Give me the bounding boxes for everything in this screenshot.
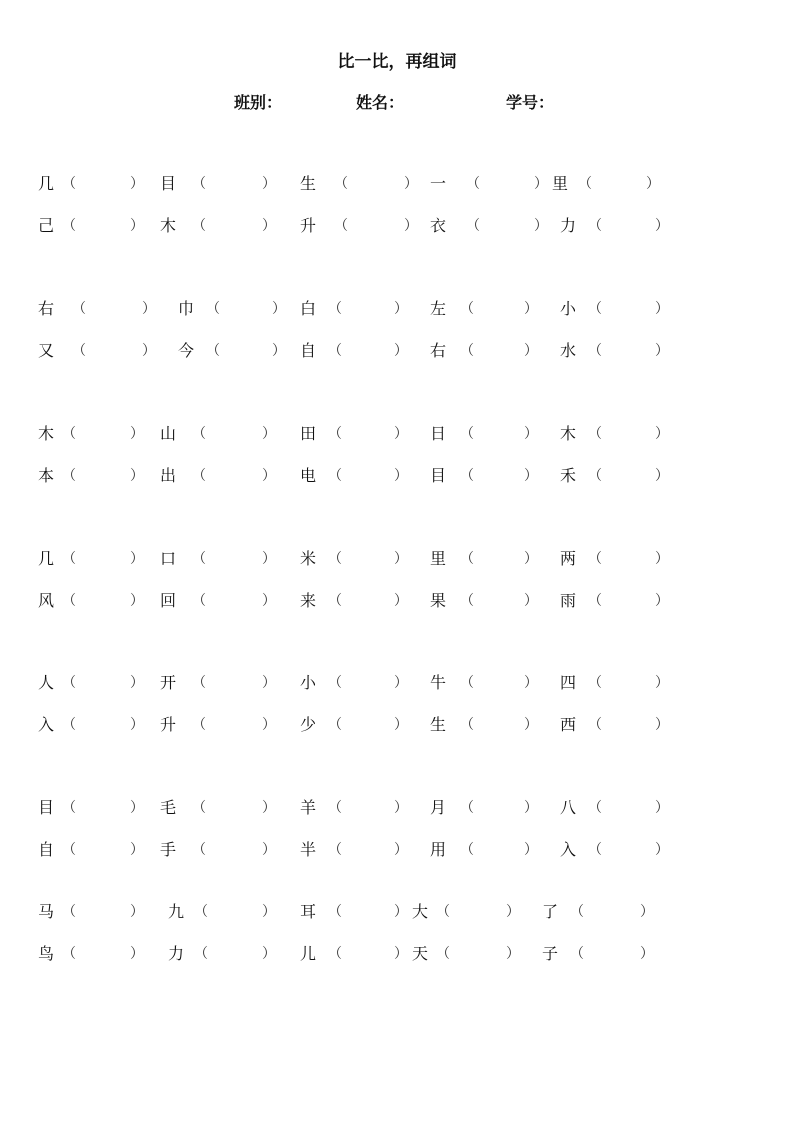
answer-blank-open[interactable]: （ <box>588 800 602 816</box>
character: 两 <box>560 549 577 568</box>
answer-blank-open[interactable]: （ <box>328 343 342 359</box>
answer-blank-close[interactable]: ） <box>130 675 144 691</box>
answer-blank-close[interactable]: ） <box>524 343 538 359</box>
answer-blank-open[interactable]: （ <box>328 842 342 858</box>
answer-blank-open[interactable]: （ <box>192 468 206 484</box>
character: 西 <box>560 715 577 734</box>
answer-blank-open[interactable]: （ <box>460 551 474 567</box>
character: 里 <box>430 549 447 568</box>
answer-blank-close[interactable]: ） <box>262 468 276 484</box>
answer-blank-close[interactable]: ） <box>534 176 548 192</box>
answer-blank-close[interactable]: ） <box>262 800 276 816</box>
answer-blank-close[interactable]: ） <box>524 800 538 816</box>
answer-blank-open[interactable]: （ <box>328 301 342 317</box>
answer-blank-open[interactable]: （ <box>328 468 342 484</box>
answer-blank-close[interactable]: ） <box>655 468 669 484</box>
character: 出 <box>160 466 177 485</box>
character: 雨 <box>560 591 577 610</box>
answer-blank-close[interactable]: ） <box>655 842 669 858</box>
character: 半 <box>300 840 317 859</box>
answer-blank-close[interactable]: ） <box>262 842 276 858</box>
answer-blank-open[interactable]: （ <box>192 717 206 733</box>
name-label: 姓名： <box>356 93 405 112</box>
answer-blank-close[interactable]: ） <box>130 717 144 733</box>
character: 几 <box>38 174 55 193</box>
answer-blank-open[interactable]: （ <box>62 946 76 962</box>
answer-blank-open[interactable]: （ <box>194 904 208 920</box>
answer-blank-close[interactable]: ） <box>404 218 418 234</box>
answer-blank-open[interactable]: （ <box>460 343 474 359</box>
answer-blank-close[interactable]: ） <box>646 176 660 192</box>
character: 力 <box>560 216 577 235</box>
character: 大 <box>412 902 429 921</box>
answer-blank-open[interactable]: （ <box>588 842 602 858</box>
character: 本 <box>38 466 55 485</box>
answer-blank-close[interactable]: ） <box>262 218 276 234</box>
exercise-row <box>0 337 794 365</box>
answer-blank-close[interactable]: ） <box>640 946 654 962</box>
character: 来 <box>300 591 317 610</box>
character: 里 <box>552 174 569 193</box>
character: 禾 <box>560 466 577 485</box>
answer-blank-open[interactable]: （ <box>460 717 474 733</box>
answer-blank-open[interactable]: （ <box>588 426 602 442</box>
answer-blank-close[interactable]: ） <box>394 946 408 962</box>
character: 天 <box>412 944 429 963</box>
character: 手 <box>160 840 177 859</box>
answer-blank-open[interactable]: （ <box>192 176 206 192</box>
answer-blank-close[interactable]: ） <box>130 593 144 609</box>
answer-blank-open[interactable]: （ <box>328 946 342 962</box>
character: 了 <box>542 902 559 921</box>
character: 木 <box>560 424 577 443</box>
answer-blank-open[interactable]: （ <box>62 593 76 609</box>
answer-blank-close[interactable]: ） <box>524 468 538 484</box>
answer-blank-close[interactable]: ） <box>524 675 538 691</box>
answer-blank-close[interactable]: ） <box>394 717 408 733</box>
answer-blank-open[interactable]: （ <box>62 842 76 858</box>
character: 巾 <box>178 299 195 318</box>
answer-blank-open[interactable]: （ <box>588 717 602 733</box>
answer-blank-open[interactable]: （ <box>588 675 602 691</box>
answer-blank-close[interactable]: ） <box>640 904 654 920</box>
answer-blank-close[interactable]: ） <box>130 904 144 920</box>
character: 四 <box>560 673 577 692</box>
answer-blank-open[interactable]: （ <box>328 904 342 920</box>
character: 白 <box>300 299 317 318</box>
exercise-row <box>0 545 794 573</box>
answer-blank-open[interactable]: （ <box>328 551 342 567</box>
character: 左 <box>430 299 447 318</box>
answer-blank-open[interactable]: （ <box>460 800 474 816</box>
character: 果 <box>430 591 447 610</box>
answer-blank-open[interactable]: （ <box>570 946 584 962</box>
character: 开 <box>160 673 177 692</box>
answer-blank-close[interactable]: ） <box>130 426 144 442</box>
answer-blank-close[interactable]: ） <box>262 717 276 733</box>
exercise-row <box>0 587 794 615</box>
answer-blank-close[interactable]: ） <box>506 904 520 920</box>
answer-blank-open[interactable]: （ <box>588 593 602 609</box>
character: 木 <box>38 424 55 443</box>
character: 儿 <box>300 944 317 963</box>
answer-blank-close[interactable]: ） <box>394 675 408 691</box>
answer-blank-open[interactable]: （ <box>460 593 474 609</box>
answer-blank-close[interactable]: ） <box>394 343 408 359</box>
character: 右 <box>38 299 55 318</box>
student-id-label: 学号： <box>506 93 555 112</box>
answer-blank-open[interactable]: （ <box>328 675 342 691</box>
exercise-row <box>0 711 794 739</box>
answer-blank-open[interactable]: （ <box>328 800 342 816</box>
exercise-row <box>0 170 794 198</box>
exercise-row <box>0 794 794 822</box>
exercise-row <box>0 940 794 968</box>
character: 耳 <box>300 902 317 921</box>
answer-blank-close[interactable]: ） <box>130 218 144 234</box>
character: 子 <box>542 944 559 963</box>
character: 己 <box>38 216 55 235</box>
answer-blank-close[interactable]: ） <box>394 800 408 816</box>
character: 小 <box>560 299 577 318</box>
answer-blank-open[interactable]: （ <box>62 551 76 567</box>
answer-blank-open[interactable]: （ <box>588 301 602 317</box>
character: 自 <box>300 341 317 360</box>
answer-blank-close[interactable]: ） <box>655 218 669 234</box>
answer-blank-open[interactable]: （ <box>588 468 602 484</box>
character: 九 <box>168 902 185 921</box>
worksheet-title: 比一比，再组词 <box>337 52 457 72</box>
character: 米 <box>300 549 317 568</box>
character: 回 <box>160 591 177 610</box>
answer-blank-open[interactable]: （ <box>588 218 602 234</box>
character: 入 <box>38 715 55 734</box>
character: 牛 <box>430 673 447 692</box>
answer-blank-open[interactable]: （ <box>328 593 342 609</box>
answer-blank-open[interactable]: （ <box>192 218 206 234</box>
answer-blank-close[interactable]: ） <box>655 301 669 317</box>
answer-blank-close[interactable]: ） <box>394 842 408 858</box>
answer-blank-close[interactable]: ） <box>130 946 144 962</box>
exercise-row <box>0 212 794 240</box>
answer-blank-open[interactable]: （ <box>192 593 206 609</box>
answer-blank-close[interactable]: ） <box>394 426 408 442</box>
answer-blank-close[interactable]: ） <box>524 551 538 567</box>
answer-blank-open[interactable]: （ <box>588 551 602 567</box>
answer-blank-close[interactable]: ） <box>394 593 408 609</box>
answer-blank-open[interactable]: （ <box>62 176 76 192</box>
answer-blank-close[interactable]: ） <box>130 468 144 484</box>
answer-blank-open[interactable]: （ <box>72 343 86 359</box>
answer-blank-open[interactable]: （ <box>334 176 348 192</box>
character: 升 <box>300 216 317 235</box>
answer-blank-open[interactable]: （ <box>466 218 480 234</box>
character: 毛 <box>160 798 177 817</box>
exercise-row <box>0 836 794 864</box>
answer-blank-close[interactable]: ） <box>262 904 276 920</box>
answer-blank-close[interactable]: ） <box>262 551 276 567</box>
character: 目 <box>160 174 177 193</box>
character: 田 <box>300 424 317 443</box>
answer-blank-open[interactable]: （ <box>460 675 474 691</box>
answer-blank-close[interactable]: ） <box>394 468 408 484</box>
answer-blank-close[interactable]: ） <box>524 301 538 317</box>
answer-blank-open[interactable]: （ <box>578 176 592 192</box>
answer-blank-open[interactable]: （ <box>62 426 76 442</box>
answer-blank-open[interactable]: （ <box>588 343 602 359</box>
answer-blank-close[interactable]: ） <box>404 176 418 192</box>
character: 今 <box>178 341 195 360</box>
answer-blank-close[interactable]: ） <box>130 176 144 192</box>
character: 风 <box>38 591 55 610</box>
answer-blank-open[interactable]: （ <box>62 717 76 733</box>
character: 小 <box>300 673 317 692</box>
answer-blank-close[interactable]: ） <box>506 946 520 962</box>
character: 衣 <box>430 216 447 235</box>
answer-blank-open[interactable]: （ <box>466 176 480 192</box>
answer-blank-open[interactable]: （ <box>460 301 474 317</box>
character: 又 <box>38 341 55 360</box>
answer-blank-close[interactable]: ） <box>262 946 276 962</box>
answer-blank-close[interactable]: ） <box>394 551 408 567</box>
answer-blank-open[interactable]: （ <box>62 468 76 484</box>
character: 木 <box>160 216 177 235</box>
answer-blank-open[interactable]: （ <box>328 426 342 442</box>
answer-blank-close[interactable]: ） <box>394 301 408 317</box>
character: 马 <box>38 902 55 921</box>
answer-blank-open[interactable]: （ <box>206 343 220 359</box>
answer-blank-open[interactable]: （ <box>192 800 206 816</box>
character: 八 <box>560 798 577 817</box>
character: 电 <box>300 466 317 485</box>
answer-blank-close[interactable]: ） <box>524 593 538 609</box>
answer-blank-open[interactable]: （ <box>570 904 584 920</box>
answer-blank-close[interactable]: ） <box>655 426 669 442</box>
answer-blank-open[interactable]: （ <box>436 904 450 920</box>
answer-blank-open[interactable]: （ <box>192 842 206 858</box>
answer-blank-close[interactable]: ） <box>524 842 538 858</box>
answer-blank-open[interactable]: （ <box>436 946 450 962</box>
character: 右 <box>430 341 447 360</box>
answer-blank-close[interactable]: ） <box>130 551 144 567</box>
character: 一 <box>430 174 447 193</box>
answer-blank-close[interactable]: ） <box>130 842 144 858</box>
answer-blank-open[interactable]: （ <box>72 301 86 317</box>
character: 自 <box>38 840 55 859</box>
answer-blank-open[interactable]: （ <box>192 426 206 442</box>
answer-blank-open[interactable]: （ <box>328 717 342 733</box>
answer-blank-open[interactable]: （ <box>194 946 208 962</box>
answer-blank-close[interactable]: ） <box>524 426 538 442</box>
exercise-row <box>0 898 794 926</box>
character: 日 <box>430 424 447 443</box>
answer-blank-close[interactable]: ） <box>655 343 669 359</box>
answer-blank-open[interactable]: （ <box>334 218 348 234</box>
character: 力 <box>168 944 185 963</box>
character: 水 <box>560 341 577 360</box>
answer-blank-open[interactable]: （ <box>206 301 220 317</box>
answer-blank-open[interactable]: （ <box>62 904 76 920</box>
exercise-row <box>0 295 794 323</box>
character: 人 <box>38 673 55 692</box>
answer-blank-close[interactable]: ） <box>655 551 669 567</box>
answer-blank-open[interactable]: （ <box>192 675 206 691</box>
character: 山 <box>160 424 177 443</box>
answer-blank-close[interactable]: ） <box>262 593 276 609</box>
answer-blank-close[interactable]: ） <box>655 717 669 733</box>
answer-blank-close[interactable]: ） <box>142 343 156 359</box>
character: 鸟 <box>38 944 55 963</box>
answer-blank-close[interactable]: ） <box>262 675 276 691</box>
character: 升 <box>160 715 177 734</box>
character: 几 <box>38 549 55 568</box>
answer-blank-close[interactable]: ） <box>655 593 669 609</box>
answer-blank-close[interactable]: ） <box>130 800 144 816</box>
answer-blank-open[interactable]: （ <box>62 800 76 816</box>
answer-blank-close[interactable]: ） <box>272 343 286 359</box>
class-label: 班别： <box>234 93 283 112</box>
answer-blank-open[interactable]: （ <box>460 842 474 858</box>
answer-blank-open[interactable]: （ <box>460 426 474 442</box>
answer-blank-close[interactable]: ） <box>524 717 538 733</box>
exercise-row <box>0 669 794 697</box>
answer-blank-close[interactable]: ） <box>262 426 276 442</box>
character: 生 <box>430 715 447 734</box>
answer-blank-close[interactable]: ） <box>394 904 408 920</box>
character: 目 <box>38 798 55 817</box>
answer-blank-close[interactable]: ） <box>655 800 669 816</box>
character: 生 <box>300 174 317 193</box>
answer-blank-open[interactable]: （ <box>192 551 206 567</box>
answer-blank-open[interactable]: （ <box>460 468 474 484</box>
exercise-row <box>0 420 794 448</box>
character: 入 <box>560 840 577 859</box>
answer-blank-close[interactable]: ） <box>272 301 286 317</box>
answer-blank-open[interactable]: （ <box>62 218 76 234</box>
character: 口 <box>160 549 177 568</box>
exercise-row <box>0 462 794 490</box>
character: 少 <box>300 715 317 734</box>
answer-blank-close[interactable]: ） <box>262 176 276 192</box>
answer-blank-close[interactable]: ） <box>534 218 548 234</box>
answer-blank-open[interactable]: （ <box>62 675 76 691</box>
character: 羊 <box>300 798 317 817</box>
character: 月 <box>430 798 447 817</box>
answer-blank-close[interactable]: ） <box>655 675 669 691</box>
character: 用 <box>430 840 447 859</box>
answer-blank-close[interactable]: ） <box>142 301 156 317</box>
character: 目 <box>430 466 447 485</box>
